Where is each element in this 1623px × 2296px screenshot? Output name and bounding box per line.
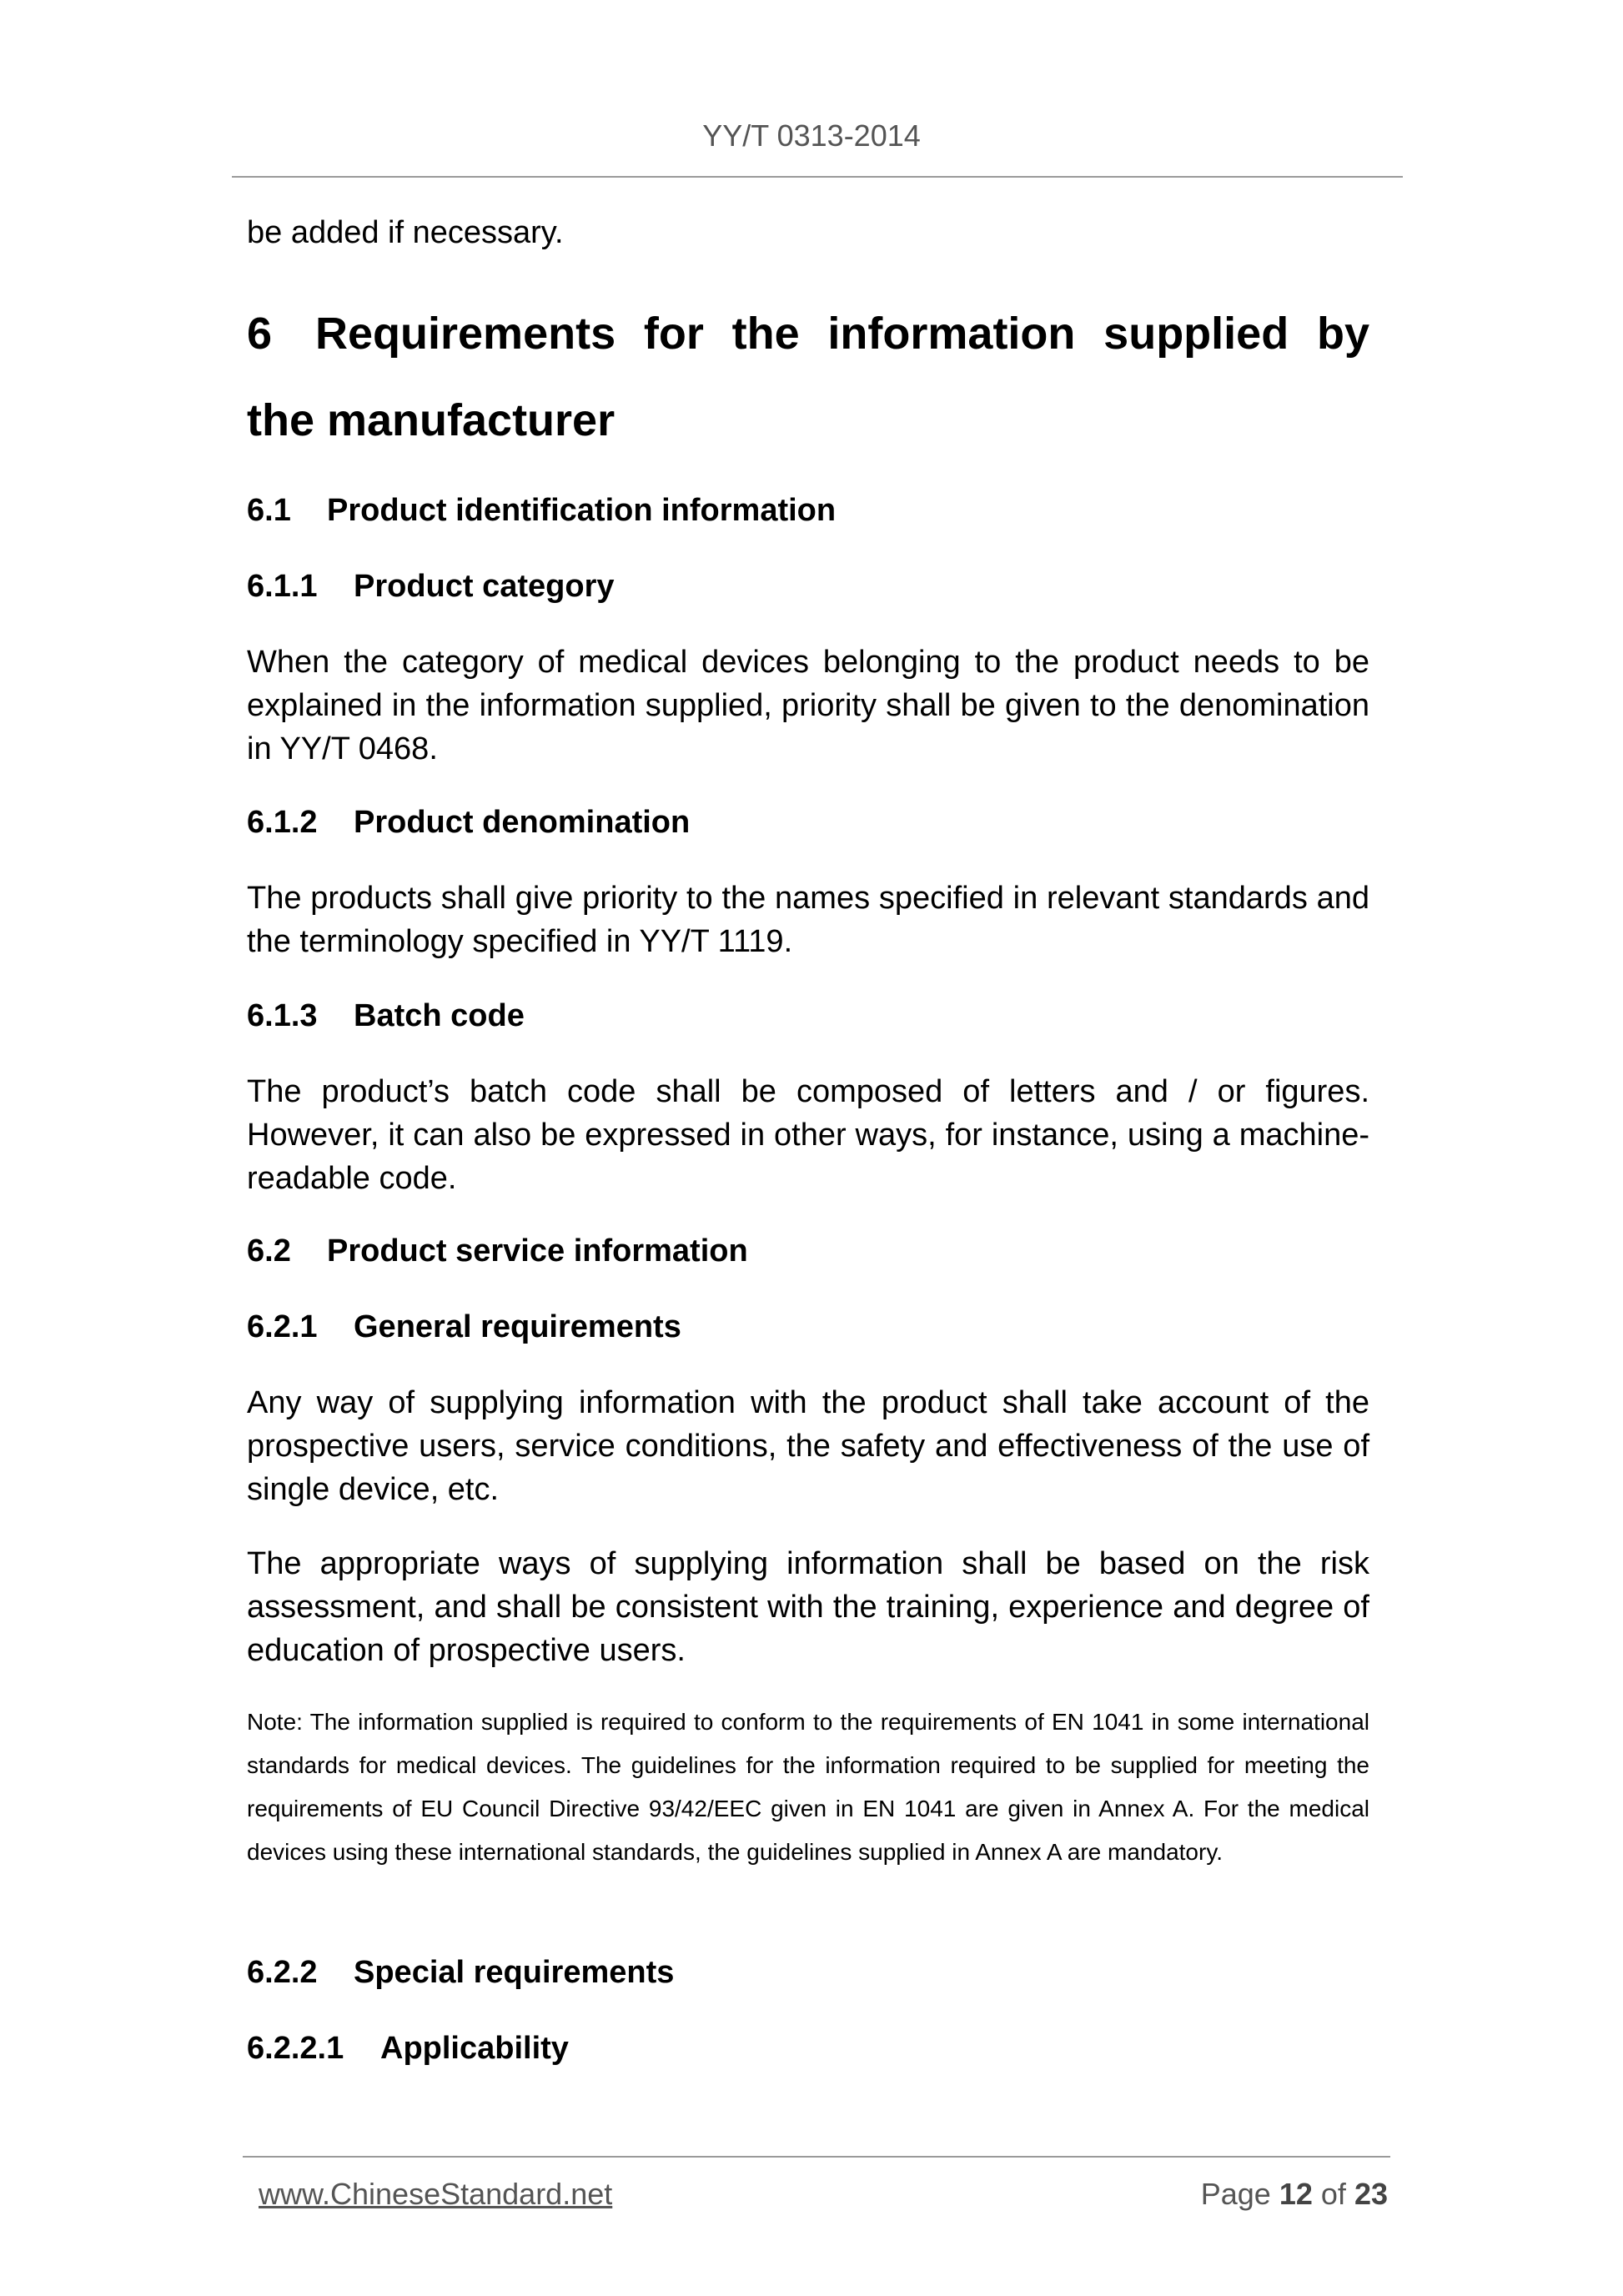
section-6-1-heading	[247, 489, 1369, 532]
section-number: 6.1.2	[247, 805, 318, 840]
section-6-1-3-heading	[247, 994, 1369, 1037]
section-title: Product category	[354, 569, 615, 604]
general-requirements-text-1: Any way of supplying information with the product shall take account of the prospective users, service conditions, the safety and effectiveness of the use of single device, etc.	[247, 1385, 1369, 1507]
section-title: Product service information	[327, 1233, 748, 1269]
section-title: Special requirements	[354, 1955, 675, 1990]
section-number: 6.1	[247, 493, 291, 528]
section-title: Applicability	[380, 2031, 569, 2066]
product-denomination-text: The products shall give priority to the names specified in relevant standards and the terminology specified in YY/T 1119.	[247, 881, 1369, 959]
section-number: 6.2.2	[247, 1955, 318, 1990]
section-6-1-2-heading	[247, 801, 1369, 844]
page-label: Page	[1200, 2177, 1271, 2211]
header-divider	[232, 176, 1403, 178]
section-number: 6.2.2.1	[247, 2031, 344, 2066]
section-title: General requirements	[354, 1309, 681, 1344]
note-text: Note: The information supplied is required to conform to the requirements of EN 1041 in some international standards for medical devices. The guidelines for the information required to be supplied for meeting the requirements of EU Council Directive 93/42/EEC given in EN 1041 are given in Annex A. For the medical devices using these international standards, the guidelines supplied in Annex A are mandatory.	[247, 1709, 1369, 1865]
section-title: Requirements for the information supplied by the manufacturer	[247, 309, 1369, 445]
section-title: Product denomination	[354, 805, 691, 840]
section-title: Batch code	[354, 998, 525, 1033]
section-6-1-1-heading	[247, 565, 1369, 608]
product-category-text: When the category of medical devices belonging to the product needs to be explained in the information supplied, priority shall be given to the denomination in YY/T 0468.	[247, 645, 1369, 766]
current-page-number: 12	[1279, 2177, 1313, 2211]
continuation-text: be added if necessary.	[247, 215, 564, 250]
total-pages-number: 23	[1354, 2177, 1388, 2211]
section-number: 6.2	[247, 1233, 291, 1269]
section-6-2-2-heading	[247, 1951, 1369, 1994]
section-number: 6.2.1	[247, 1309, 318, 1344]
section-6-2-2-1-heading	[247, 2027, 1369, 2070]
section-number: 6.1.3	[247, 998, 318, 1033]
section-title: Product identification information	[327, 493, 837, 528]
document-code-header: YY/T 0313-2014	[702, 118, 921, 153]
footer-divider	[243, 2156, 1390, 2158]
page-indicator	[1201, 2177, 1388, 2212]
general-requirements-text-2: The appropriate ways of supplying information shall be based on the risk assessment, and shall be consistent with the training, experience and degree of education of prospective users.	[247, 1546, 1369, 1668]
page-of-label: of	[1320, 2177, 1346, 2211]
batch-code-text: The product’s batch code shall be composed of letters and / or figures. However, it can also be expressed in other ways, for instance, using a machine-readable code.	[247, 1074, 1369, 1196]
section-number: 6	[247, 309, 273, 359]
section-6-heading	[247, 290, 1369, 464]
section-number: 6.1.1	[247, 569, 318, 604]
section-6-2-1-heading	[247, 1305, 1369, 1349]
website-link[interactable]: www.ChineseStandard.net	[259, 2177, 613, 2211]
section-6-2-heading	[247, 1229, 1369, 1273]
